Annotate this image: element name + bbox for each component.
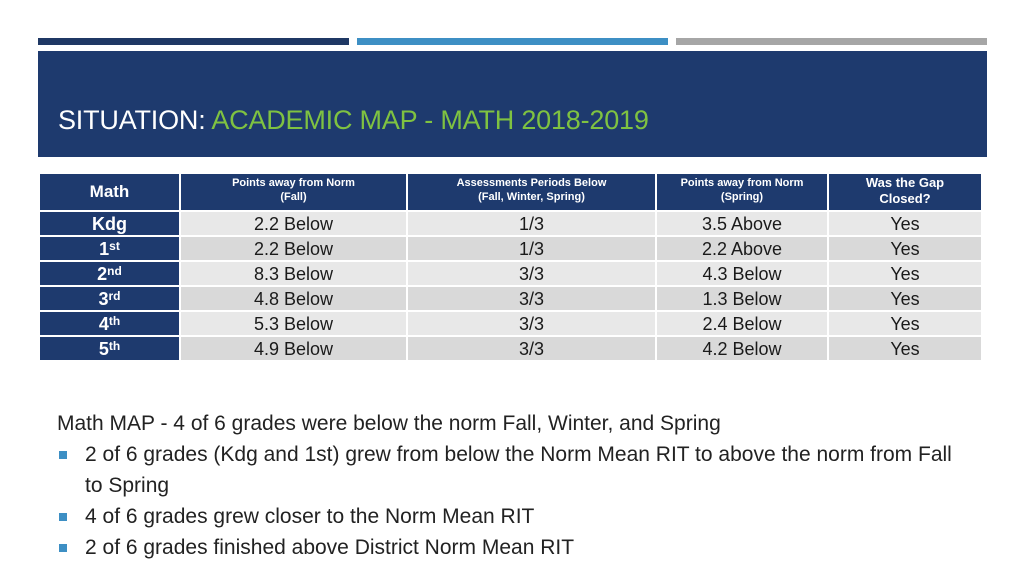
cell-gap-closed: Yes: [828, 236, 982, 261]
grade-suffix: nd: [107, 263, 122, 278]
header-spring-points-line1: Points away from Norm: [680, 177, 804, 189]
title-main: ACADEMIC MAP - MATH 2018-2019: [211, 105, 649, 135]
header-spring-points: [656, 173, 828, 211]
grade-suffix: th: [108, 313, 121, 328]
row-grade: [39, 336, 180, 361]
bullet-text: 2 of 6 grades (Kdg and 1st) grew from below the Norm Mean RIT to above the norm from Fall to Spring: [85, 443, 952, 497]
cell-spring: 4.2 Below: [656, 336, 828, 361]
grade-label: 3: [98, 288, 109, 309]
cell-periods: 1/3: [407, 236, 656, 261]
table-row: [39, 211, 982, 236]
title-banner: [38, 51, 987, 157]
header-fall-points: [180, 173, 407, 211]
cell-spring: 2.2 Above: [656, 236, 828, 261]
cell-periods: 3/3: [407, 336, 656, 361]
cell-fall: 4.9 Below: [180, 336, 407, 361]
header-gap-line2: Closed?: [879, 191, 931, 206]
cell-gap-closed: Yes: [828, 211, 982, 236]
header-periods-line2: (Fall, Winter, Spring): [478, 191, 585, 203]
row-grade: [39, 236, 180, 261]
cell-fall: 2.2 Below: [180, 236, 407, 261]
table-row: [39, 311, 982, 336]
header-periods-line1: Assessments Periods Below: [456, 177, 607, 189]
cell-spring: 4.3 Below: [656, 261, 828, 286]
list-item: [57, 439, 957, 501]
notes-intro: Math MAP - 4 of 6 grades were below the norm Fall, Winter, and Spring: [57, 412, 721, 435]
cell-spring: 2.4 Below: [656, 311, 828, 336]
bullet-text: 2 of 6 grades finished above District Norm Mean RIT: [85, 536, 575, 559]
table-row: [39, 261, 982, 286]
cell-periods: 3/3: [407, 311, 656, 336]
row-grade: [39, 211, 180, 236]
row-grade: [39, 311, 180, 336]
cell-gap-closed: Yes: [828, 311, 982, 336]
table-row: [39, 286, 982, 311]
grade-label: 5: [98, 338, 109, 359]
cell-fall: 5.3 Below: [180, 311, 407, 336]
square-bullet-icon: [59, 451, 67, 459]
row-grade: [39, 286, 180, 311]
accent-bar-navy: [38, 38, 349, 45]
grade-suffix: th: [108, 338, 121, 353]
list-item: [57, 501, 957, 532]
cell-spring: 3.5 Above: [656, 211, 828, 236]
cell-fall: 8.3 Below: [180, 261, 407, 286]
grade-label: 4: [98, 313, 109, 334]
list-item: [57, 532, 957, 563]
grade-label: Kdg: [92, 213, 127, 234]
grade-label: 1: [99, 238, 110, 259]
grade-suffix: rd: [108, 288, 121, 303]
slide-title: [58, 105, 649, 136]
header-gap-closed: [828, 173, 982, 211]
math-map-table: [38, 172, 983, 362]
header-gap-line1: Was the Gap: [865, 175, 945, 190]
header-fall-points-line2: (Fall): [280, 191, 307, 203]
table-row: [39, 236, 982, 261]
cell-periods: 3/3: [407, 261, 656, 286]
cell-gap-closed: Yes: [828, 336, 982, 361]
grade-suffix: st: [109, 238, 120, 253]
grade-label: 2: [97, 263, 108, 284]
cell-spring: 1.3 Below: [656, 286, 828, 311]
summary-notes: [57, 408, 957, 563]
notes-bullet-list: [57, 439, 957, 563]
title-prefix: SITUATION:: [58, 105, 212, 135]
bullet-text: 4 of 6 grades grew closer to the Norm Mean RIT: [85, 505, 535, 528]
accent-bar-blue: [357, 38, 668, 45]
cell-fall: 4.8 Below: [180, 286, 407, 311]
cell-gap-closed: Yes: [828, 261, 982, 286]
cell-periods: 1/3: [407, 211, 656, 236]
cell-periods: 3/3: [407, 286, 656, 311]
table-row: [39, 336, 982, 361]
cell-fall: 2.2 Below: [180, 211, 407, 236]
table-header-row: [39, 173, 982, 211]
header-grade: Math: [39, 173, 180, 211]
header-spring-points-line2: (Spring): [720, 191, 764, 203]
header-periods-below: [407, 173, 656, 211]
cell-gap-closed: Yes: [828, 286, 982, 311]
square-bullet-icon: [59, 513, 67, 521]
row-grade: [39, 261, 180, 286]
accent-bar-gray: [676, 38, 987, 45]
header-fall-points-line1: Points away from Norm: [232, 177, 355, 189]
square-bullet-icon: [59, 544, 67, 552]
